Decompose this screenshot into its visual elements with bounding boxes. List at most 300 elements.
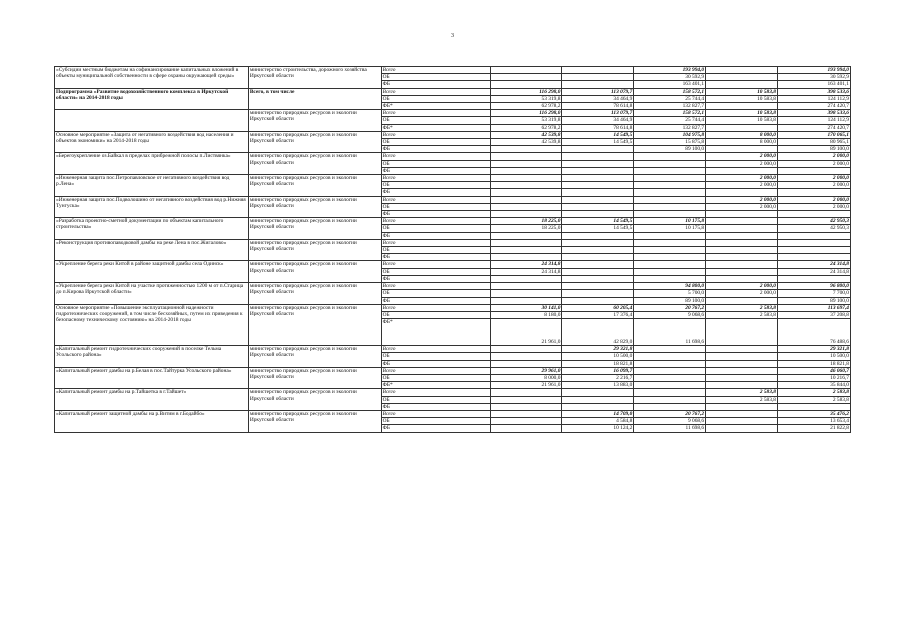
- year-value: [490, 360, 562, 367]
- funding-source: Всего: [381, 175, 490, 182]
- year-value: [706, 225, 778, 232]
- executor: министерство природных ресурсов и экологии Иркутской области: [248, 196, 381, 218]
- funding-source: ОБ: [381, 247, 490, 254]
- activity-name: «Укрепление берега реки Китой в районе защитной дамбы села Одинск»: [55, 261, 249, 283]
- year-value: [490, 275, 562, 282]
- funding-source: ОБ: [381, 74, 490, 81]
- year-value: 116 298,0: [490, 110, 562, 117]
- year-value: [634, 403, 706, 410]
- total-value: 29 321,8: [777, 346, 850, 353]
- year-value: [634, 211, 706, 218]
- total-value: 42 950,3: [777, 225, 850, 232]
- year-value: [634, 389, 706, 396]
- year-value: [706, 124, 778, 131]
- year-value: [562, 261, 634, 268]
- year-value: 2 583,8: [706, 304, 778, 311]
- funding-source: ФБ: [381, 81, 490, 88]
- total-value: 163 401,1: [777, 81, 850, 88]
- year-value: 14 549,5: [562, 218, 634, 225]
- year-value: [706, 418, 778, 425]
- total-value: 46 060,7: [777, 367, 850, 374]
- total-value: [777, 247, 850, 254]
- year-value: [634, 360, 706, 367]
- executor: министерство природных ресурсов и экологии Иркутской области: [248, 346, 381, 368]
- funding-source: Всего: [381, 88, 490, 95]
- year-value: [634, 167, 706, 174]
- year-value: 10 124,2: [562, 425, 634, 432]
- executor: министерство природных ресурсов и экологии Иркутской области: [248, 218, 381, 240]
- year-value: 89 100,0: [634, 297, 706, 304]
- year-value: 14 549,5: [562, 225, 634, 232]
- executor: Всего, в том числе: [248, 88, 381, 110]
- total-value: 35 476,2: [777, 410, 850, 417]
- activity-name: Основное мероприятие «Защита от негативного воздействия вод населения и объектов экономики» на 2014-2018 годы: [55, 131, 249, 153]
- total-value: [777, 211, 850, 218]
- year-value: [706, 425, 778, 432]
- funding-source: ОБ: [381, 203, 490, 210]
- year-value: [634, 382, 706, 389]
- funding-source: ОБ: [381, 374, 490, 381]
- year-value: [490, 189, 562, 196]
- total-value: 2 000,0: [777, 182, 850, 189]
- year-value: [490, 283, 562, 290]
- year-value: [706, 374, 778, 381]
- year-value: [562, 239, 634, 246]
- year-value: 10 583,8: [706, 95, 778, 102]
- year-value: [706, 189, 778, 196]
- year-value: [562, 146, 634, 153]
- total-value: 2 583,8: [777, 389, 850, 396]
- year-value: 2 000,0: [706, 283, 778, 290]
- year-value: [706, 297, 778, 304]
- funding-source: ФБ: [381, 146, 490, 153]
- year-value: [706, 232, 778, 239]
- total-value: 7 700,0: [777, 290, 850, 297]
- year-value: [562, 275, 634, 282]
- total-value: 124 112,9: [777, 117, 850, 124]
- year-value: 25 744,4: [634, 95, 706, 102]
- year-value: [634, 261, 706, 268]
- year-value: 5 700,0: [634, 290, 706, 297]
- year-value: 2 000,0: [706, 196, 778, 203]
- table-row: [55, 153, 851, 160]
- year-value: 16 099,7: [562, 367, 634, 374]
- funding-source: ФБ: [381, 425, 490, 432]
- year-value: 14 549,5: [562, 131, 634, 138]
- year-value: [706, 382, 778, 389]
- funding-source: Всего: [381, 261, 490, 268]
- year-value: 60 205,4: [562, 304, 634, 311]
- year-value: 24 314,8: [490, 268, 562, 275]
- year-value: [634, 353, 706, 360]
- year-value: 2 000,0: [706, 290, 778, 297]
- year-value: [490, 389, 562, 396]
- year-value: [490, 290, 562, 297]
- funding-source: Всего: [381, 410, 490, 417]
- year-value: [490, 396, 562, 403]
- year-value: [706, 319, 778, 346]
- year-value: [562, 167, 634, 174]
- activity-name: «Капитальный ремонт дамбы на р.Тайшетка в г.Тайшет»: [55, 389, 249, 411]
- funding-source: ОБ: [381, 353, 490, 360]
- table-row: [55, 367, 851, 374]
- total-value: 2 000,0: [777, 196, 850, 203]
- year-value: 62 978,2: [490, 124, 562, 131]
- year-value: [490, 196, 562, 203]
- year-value: [562, 67, 634, 74]
- total-value: 89 100,0: [777, 146, 850, 153]
- year-value: [562, 232, 634, 239]
- year-value: 25 744,4: [634, 117, 706, 124]
- year-value: [562, 283, 634, 290]
- total-value: 398 533,6: [777, 88, 850, 95]
- year-value: 94 800,0: [634, 283, 706, 290]
- total-value: 35 844,0: [777, 382, 850, 389]
- budget-table: [54, 66, 851, 433]
- year-value: 78 614,8: [562, 103, 634, 110]
- year-value: [706, 360, 778, 367]
- year-value: [634, 367, 706, 374]
- table-row: [55, 261, 851, 268]
- year-value: 42 539,8: [490, 131, 562, 138]
- year-value: [562, 396, 634, 403]
- year-value: 9 068,6: [634, 311, 706, 318]
- year-value: 10 175,8: [634, 218, 706, 225]
- activity-name: «Инженерная защита пос.Подволошино от негативного воздействия вод р.Нижняя Тунгуска»: [55, 196, 249, 218]
- year-value: 21 961,0: [490, 319, 562, 346]
- year-value: 11 698,6: [634, 319, 706, 346]
- year-value: [634, 374, 706, 381]
- funding-source: ФБ*: [381, 319, 490, 346]
- year-value: [634, 268, 706, 275]
- funding-source: ФБ: [381, 403, 490, 410]
- total-value: 170 065,1: [777, 131, 850, 138]
- table-row: [55, 196, 851, 203]
- year-value: [562, 160, 634, 167]
- activity-name: «Капитальный ремонт гидротехнических сооружений в поселке Тельма Усольского района»: [55, 346, 249, 368]
- year-value: [490, 418, 562, 425]
- year-value: 15 875,8: [634, 139, 706, 146]
- year-value: 8 000,0: [490, 374, 562, 381]
- total-value: 124 112,9: [777, 95, 850, 102]
- year-value: 10 583,8: [706, 88, 778, 95]
- funding-source: ФБ: [381, 189, 490, 196]
- total-value: 113 697,4: [777, 304, 850, 311]
- year-value: 34 464,9: [562, 117, 634, 124]
- year-value: 113 079,7: [562, 88, 634, 95]
- year-value: 4 584,8: [562, 418, 634, 425]
- year-value: [634, 239, 706, 246]
- year-value: [490, 81, 562, 88]
- year-value: [706, 346, 778, 353]
- funding-source: ОБ: [381, 95, 490, 102]
- funding-source: ОБ: [381, 182, 490, 189]
- executor: министерство природных ресурсов и экологии Иркутской области: [248, 283, 381, 305]
- year-value: 89 100,0: [634, 146, 706, 153]
- activity-name: «Капитальный ремонт защитной дамбы на р.Витим в г.Бодайбо»: [55, 410, 249, 432]
- total-value: 13 653,4: [777, 418, 850, 425]
- year-value: 10 500,0: [562, 353, 634, 360]
- executor: министерство природных ресурсов и экологии Иркутской области: [248, 261, 381, 283]
- total-value: 21 822,8: [777, 425, 850, 432]
- funding-source: ФБ: [381, 232, 490, 239]
- year-value: 10 175,8: [634, 225, 706, 232]
- year-value: [490, 410, 562, 417]
- total-value: [777, 167, 850, 174]
- year-value: [490, 247, 562, 254]
- year-value: [634, 346, 706, 353]
- table-row: [55, 346, 851, 353]
- funding-source: ФБ: [381, 211, 490, 218]
- total-value: 10 500,0: [777, 353, 850, 360]
- year-value: [634, 153, 706, 160]
- total-value: [777, 403, 850, 410]
- year-value: [634, 160, 706, 167]
- year-value: 53 319,8: [490, 117, 562, 124]
- year-value: [706, 67, 778, 74]
- year-value: 42 829,0: [562, 319, 634, 346]
- funding-source: ФБ: [381, 360, 490, 367]
- year-value: [634, 247, 706, 254]
- funding-source: ФБ*: [381, 382, 490, 389]
- funding-source: ОБ: [381, 225, 490, 232]
- funding-source: ОБ: [381, 117, 490, 124]
- year-value: 132 827,7: [634, 124, 706, 131]
- year-value: [490, 153, 562, 160]
- year-value: [706, 247, 778, 254]
- funding-source: ОБ: [381, 396, 490, 403]
- year-value: [706, 261, 778, 268]
- year-value: [706, 167, 778, 174]
- year-value: 18 821,8: [562, 360, 634, 367]
- executor: министерство природных ресурсов и экологии Иркутской области: [248, 153, 381, 175]
- year-value: [706, 218, 778, 225]
- year-value: 34 464,9: [562, 95, 634, 102]
- funding-source: Всего: [381, 153, 490, 160]
- year-value: [490, 346, 562, 353]
- year-value: 2 000,0: [706, 175, 778, 182]
- total-value: [777, 189, 850, 196]
- total-value: 24 314,8: [777, 268, 850, 275]
- table-row: [55, 110, 851, 117]
- year-value: 10 583,8: [706, 117, 778, 124]
- year-value: [634, 182, 706, 189]
- year-value: [562, 189, 634, 196]
- year-value: [706, 353, 778, 360]
- table-row: [55, 175, 851, 182]
- year-value: [706, 103, 778, 110]
- year-value: [562, 196, 634, 203]
- funding-source: Всего: [381, 131, 490, 138]
- funding-source: Всего: [381, 367, 490, 374]
- activity-name: «Реконструкция противопаводковой дамбы на реке Лена в пос.Жигалово»: [55, 239, 249, 261]
- year-value: [706, 268, 778, 275]
- funding-source: ФБ*: [381, 103, 490, 110]
- year-value: [634, 396, 706, 403]
- year-value: [490, 297, 562, 304]
- year-value: 30 592,9: [634, 74, 706, 81]
- total-value: 274 420,7: [777, 124, 850, 131]
- table-row: [55, 131, 851, 138]
- executor: министерство природных ресурсов и экологии Иркутской области: [248, 131, 381, 153]
- funding-source: ОБ: [381, 268, 490, 275]
- year-value: 24 314,8: [490, 261, 562, 268]
- year-value: 193 994,0: [634, 67, 706, 74]
- year-value: 2 216,7: [562, 374, 634, 381]
- funding-source: ОБ: [381, 418, 490, 425]
- year-value: 2 000,0: [706, 203, 778, 210]
- funding-source: ФБ: [381, 275, 490, 282]
- total-value: 76 488,6: [777, 319, 850, 346]
- year-value: [490, 146, 562, 153]
- funding-source: ОБ: [381, 160, 490, 167]
- funding-source: ОБ: [381, 139, 490, 146]
- year-value: 53 319,8: [490, 95, 562, 102]
- executor: министерство природных ресурсов и экологии Иркутской области: [248, 175, 381, 197]
- year-value: [490, 353, 562, 360]
- total-value: 2 583,8: [777, 396, 850, 403]
- year-value: [562, 389, 634, 396]
- funding-source: ОБ: [381, 311, 490, 318]
- year-value: [706, 74, 778, 81]
- year-value: [490, 175, 562, 182]
- table-row: [55, 304, 851, 311]
- year-value: 29 321,8: [562, 346, 634, 353]
- year-value: [490, 167, 562, 174]
- year-value: 163 401,1: [634, 81, 706, 88]
- year-value: 29 961,0: [490, 367, 562, 374]
- year-value: [562, 182, 634, 189]
- year-value: [634, 175, 706, 182]
- year-value: [490, 239, 562, 246]
- total-value: 96 800,0: [777, 283, 850, 290]
- executor: министерство строительства, дорожного хозяйства Иркутской области: [248, 67, 381, 89]
- table-row: [55, 239, 851, 246]
- year-value: [562, 81, 634, 88]
- activity-name: Основное мероприятие «Повышение эксплуатационной надежности гидротехнических сооружений, в том числе бесхозяйных, путем их приведения к безопасному техническому состоянию» на 2014-2018 годы: [55, 304, 249, 345]
- year-value: 9 068,6: [634, 418, 706, 425]
- page-number: 3: [451, 33, 454, 39]
- total-value: 30 592,9: [777, 74, 850, 81]
- total-value: 42 950,3: [777, 218, 850, 225]
- year-value: [562, 211, 634, 218]
- funding-source: Всего: [381, 346, 490, 353]
- year-value: 8 000,0: [706, 131, 778, 138]
- year-value: [490, 203, 562, 210]
- year-value: [490, 232, 562, 239]
- funding-source: Всего: [381, 304, 490, 311]
- year-value: 13 883,0: [562, 382, 634, 389]
- activity-name: [55, 110, 249, 132]
- total-value: [777, 239, 850, 246]
- executor: министерство природных ресурсов и экологии Иркутской области: [248, 304, 381, 345]
- year-value: [706, 239, 778, 246]
- funding-source: ОБ: [381, 290, 490, 297]
- year-value: [634, 196, 706, 203]
- year-value: [634, 254, 706, 261]
- total-value: 2 000,0: [777, 160, 850, 167]
- total-value: 80 965,1: [777, 139, 850, 146]
- year-value: 62 978,2: [490, 103, 562, 110]
- activity-name: «Субсидии местным бюджетам на софинансирование капитальных вложений в объекты муниципальной собственности в сфере охраны окружающей среды»: [55, 67, 249, 89]
- year-value: 116 298,0: [490, 88, 562, 95]
- year-value: [562, 403, 634, 410]
- year-value: [490, 74, 562, 81]
- activity-name: Подпрограмма «Развитие водохозяйственного комплекса в Иркутской области» на 2014-2018 годы: [55, 88, 249, 110]
- activity-name: «Укрепление берега реки Китой на участке протяженностью 1200 м от п.Старица до п.Кирова Иркутской области»: [55, 283, 249, 305]
- funding-source: Всего: [381, 67, 490, 74]
- year-value: 158 572,1: [634, 110, 706, 117]
- executor: министерство природных ресурсов и экологии Иркутской области: [248, 389, 381, 411]
- funding-source: Всего: [381, 196, 490, 203]
- year-value: [490, 67, 562, 74]
- executor: министерство природных ресурсов и экологии Иркутской области: [248, 367, 381, 389]
- year-value: 132 827,7: [634, 103, 706, 110]
- year-value: 104 975,8: [634, 131, 706, 138]
- activity-name: «Берегоукрепление оз.Байкал в пределах прибрежной полосы п.Листвянка»: [55, 153, 249, 175]
- funding-source: Всего: [381, 389, 490, 396]
- year-value: 158 572,1: [634, 88, 706, 95]
- year-value: [562, 203, 634, 210]
- year-value: 2 000,0: [706, 153, 778, 160]
- year-value: [706, 146, 778, 153]
- year-value: [562, 153, 634, 160]
- total-value: 89 100,0: [777, 297, 850, 304]
- year-value: [706, 410, 778, 417]
- table-row: [55, 88, 851, 95]
- total-value: 2 000,0: [777, 203, 850, 210]
- year-value: [562, 175, 634, 182]
- year-value: [634, 232, 706, 239]
- year-value: 2 000,0: [706, 182, 778, 189]
- year-value: 10 583,8: [706, 110, 778, 117]
- year-value: 2 583,8: [706, 311, 778, 318]
- year-value: [562, 74, 634, 81]
- table-row: [55, 67, 851, 74]
- year-value: [706, 81, 778, 88]
- executor: министерство природных ресурсов и экологии Иркутской области: [248, 239, 381, 261]
- year-value: [562, 254, 634, 261]
- table-row: [55, 410, 851, 417]
- funding-source: ФБ: [381, 167, 490, 174]
- year-value: [562, 297, 634, 304]
- year-value: [562, 247, 634, 254]
- year-value: 42 539,8: [490, 139, 562, 146]
- total-value: [777, 232, 850, 239]
- total-value: 24 314,8: [777, 261, 850, 268]
- year-value: [562, 268, 634, 275]
- total-value: 398 533,6: [777, 110, 850, 117]
- year-value: 18 225,0: [490, 218, 562, 225]
- total-value: 2 000,0: [777, 153, 850, 160]
- funding-source: ФБ: [381, 254, 490, 261]
- total-value: 193 994,0: [777, 67, 850, 74]
- year-value: 18 225,0: [490, 225, 562, 232]
- year-value: 8 180,0: [490, 311, 562, 318]
- year-value: [490, 403, 562, 410]
- year-value: [490, 254, 562, 261]
- total-value: 274 420,7: [777, 103, 850, 110]
- table-row: [55, 389, 851, 396]
- year-value: [706, 254, 778, 261]
- table-row: [55, 283, 851, 290]
- total-value: 10 216,7: [777, 374, 850, 381]
- year-value: [490, 425, 562, 432]
- year-value: 14 549,5: [562, 139, 634, 146]
- activity-name: «Капитальный ремонт дамбы на р.Белая в пос.Тайтурка Усольского района»: [55, 367, 249, 389]
- year-value: [562, 290, 634, 297]
- year-value: [634, 189, 706, 196]
